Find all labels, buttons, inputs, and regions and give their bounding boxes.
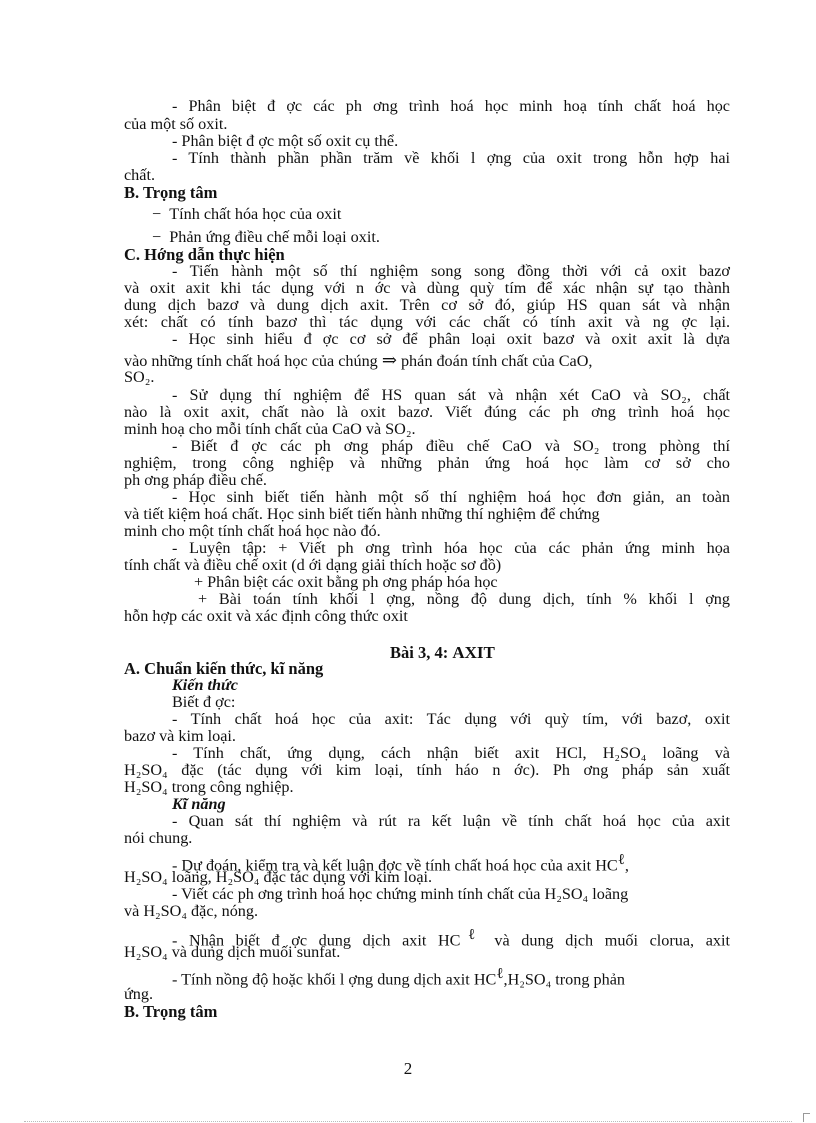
text-line: - Luyện tập: + Viết ph ơng trình hóa học của các phản ứng minh họa [172,539,730,557]
dash-bullet-icon: − [152,205,162,223]
subheading: Kĩ năng [172,795,226,813]
text-line: và tiết kiệm hoá chất. Học sinh biết tiến hành những thí nghiệm để chứng [124,505,600,523]
text-line: nào là oxit axit, chất nào là oxit bazơ. Viết đúng các ph ơng trình hoá học [124,403,730,421]
text-line: chất. [124,166,156,184]
text-segment: và dung dịch muối clorua, axit [482,931,730,950]
text-line: minh cho một tính chất hoá học nào đó. [124,522,381,540]
corner-mark [803,1113,810,1122]
text-segment: ,H₂SO₄ trong phản [503,970,625,989]
script-l-glyph: ℓ [460,927,483,943]
script-l-glyph: ℓ [617,852,625,868]
text-line: - Phân biệt đ ợc các ph ơng trình hoá học minh hoạ tính chất hoá học [172,97,730,115]
text-line: tính chất và điều chế oxit (d ới dạng giải thích hoặc sơ đồ) [124,556,502,574]
text-segment: - Nhận biết đ ợc dung dịch axit HC [172,931,461,950]
section-heading: B. Trọng tâm [124,183,218,202]
text-line: ph ơng pháp điều chế. [124,471,267,489]
text-line: - Biết đ ợc các ph ơng pháp điều chế CaO và SO₂ trong phòng thí [172,437,730,455]
text-segment: vào những tính chất hoá học của chúng [124,352,378,370]
text-segment: , [624,856,629,875]
section-heading: B. Trọng tâm [124,1002,218,1021]
text-segment: phán đoán tính chất của CaO, [400,352,593,370]
text-line: dung dịch bazơ và dung dịch axit. Trên cơ sở đó, giúp HS quan sát và nhận [124,296,730,314]
text-line: H₂SO₄ đặc (tác dụng với kim loại, tính háo n ớc). Ph ơng pháp sản xuất [124,761,730,779]
text-line: xét: chất có tính bazơ thì tác dụng với các chất có tính axit và ng ợc lại. [124,313,730,331]
text-line: ứng. [124,985,154,1003]
text-line [124,352,730,370]
text-segment: - Tính nồng độ hoặc khối l ợng dung dịch axit HC [172,970,497,989]
section-heading: C. Hớng dẫn thực hiện [124,245,285,264]
text-line: minh hoạ cho mỗi tính chất của CaO và SO₂. [124,420,416,438]
text-line: - Phân biệt đ ợc một số oxit cụ thể. [172,132,399,150]
text-line: H₂SO₄ và dung dịch muối sunfat. [124,943,341,961]
text-line: - Sử dụng thí nghiệm để HS quan sát và nhận xét CaO và SO₂, chất [172,386,730,404]
bullet-item [152,206,730,223]
text-line: bazơ và kim loại. [124,727,236,745]
implies-arrow-icon: ⇒ [381,350,397,370]
bullet-item [152,229,730,246]
text-line: và oxit axit khi tác dụng với n ớc và dùng quỳ tím để xác nhận sự tạo thành [124,279,730,297]
text-line: - Tính thành phần phần trăm về khối l ợng của oxit trong hỗn hợp hai [172,149,730,167]
text-line: H₂SO₄ loãng, H₂SO₄ đặc tác dụng với kim loại. [124,868,433,886]
text-line: nói chung. [124,829,193,847]
text-line: - Tiến hành một số thí nghiệm song song đồng thời với cả oxit bazơ [172,262,730,280]
text-line: + Bài toán tính khối l ợng, nồng độ dung dịch, tính % khối l ợng [198,590,730,608]
text-line: - Học sinh hiểu đ ợc cơ sở để phân loại oxit bazơ và oxit axit là dựa [172,330,730,348]
lesson-name: AXIT [452,643,495,662]
script-l-glyph: ℓ [496,966,504,982]
text-line: H₂SO₄ trong công nghiệp. [124,778,294,796]
subheading: Kiến thức [172,676,238,694]
bullet-text: Phản ứng điều chế mỗi loại oxit. [169,228,380,246]
text-line: - Quan sát thí nghiệm và rút ra kết luận về tính chất hoá học của axit [172,812,730,830]
text-line: và H₂SO₄ đặc, nóng. [124,902,259,920]
text-line: + Phân biệt các oxit bằng ph ơng pháp hóa học [194,573,498,591]
dash-bullet-icon: − [152,228,162,246]
text-line: - Học sinh biết tiến hành một số thí nghiệm hoá học đơn giản, an toàn [172,488,730,506]
text-line: - Viết các ph ơng trình hoá học chứng minh tính chất của H₂SO₄ loãng [172,885,629,903]
text-line: hỗn hợp các oxit và xác định công thức oxit [124,607,408,625]
lesson-number: Bài 3, 4: [390,643,453,662]
text-line: - Tính chất hoá học của axit: Tác dụng với quỳ tím, với bazơ, oxit [172,710,730,728]
text-line: nghiệm, trong công nghiệp và những phản ứng hoá học làm cơ sở cho [124,454,730,472]
section-heading: A. Chuẩn kiến thức, kĩ năng [124,659,324,678]
page-number: 2 [403,1059,413,1078]
text-line: SO₂. [124,368,155,386]
bullet-text: Tính chất hóa học của oxit [169,205,342,223]
text-line: Biết đ ợc: [172,693,236,711]
text-segment: - Dự đoán, kiểm tra và kết luận đợc về tính chất hoá học của axit HC [172,856,618,875]
text-line: - Tính chất, ứng dụng, cách nhận biết axit HCl, H₂SO₄ loãng và [172,744,730,762]
text-line: của một số oxit. [124,115,228,133]
page-bottom-border [24,1121,792,1122]
